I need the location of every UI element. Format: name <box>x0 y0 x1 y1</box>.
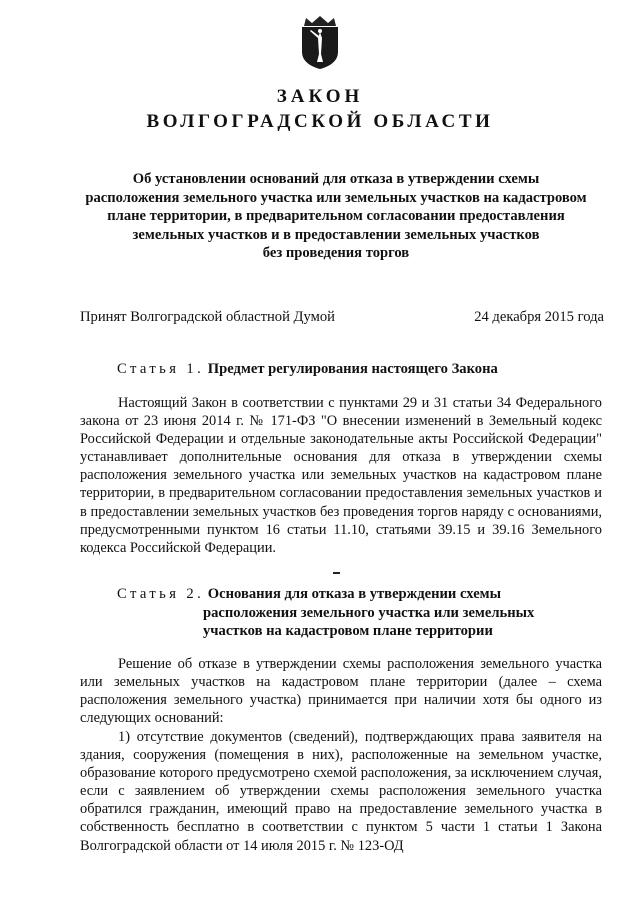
article-1-label: Статья 1. <box>117 361 205 377</box>
law-heading: ЗАКОН <box>276 86 364 107</box>
subtitle-line: без проведения торгов <box>262 245 410 262</box>
subtitle-line: плане территории, в предварительном согласовании предоставления <box>107 208 565 225</box>
article-2-intro: Решение об отказе в утверждении схемы расположения земельного участка или земельных участков на кадастровом плане территории (далее – схема расположения земельного участка) принимается при наличии хотя бы одного из следующих оснований: <box>80 656 602 727</box>
article-2-label: Статья 2. <box>117 586 205 602</box>
adoption-date: 24 декабря 2015 года <box>474 309 604 325</box>
article-2-title-line2: расположения земельного участка или земельных <box>203 604 535 621</box>
article-2-heading <box>117 585 534 641</box>
article-2-title: Основания для отказа в утверждении схемы <box>207 586 502 602</box>
article-2-title-line3: участков на кадастровом плане территории <box>203 623 493 639</box>
coat-of-arms-icon <box>298 14 342 70</box>
margin-mark <box>333 572 340 574</box>
law-subtitle <box>78 170 594 263</box>
article-1-heading <box>117 360 498 379</box>
subtitle-line: Об установлении оснований для отказа в утверждении схемы <box>132 171 540 187</box>
subtitle-line: земельных участков и в предоставлении земельных участков <box>132 226 540 243</box>
region-heading: ВОЛГОГРАДСКОЙ ОБЛАСТИ <box>146 111 494 132</box>
adopted-by: Принят Волгоградской областной Думой <box>80 309 335 325</box>
article-2-item-1: 1) отсутствие документов (сведений), подтверждающих права заявителя на здания, сооружения (помещения в них), расположенные на земельном участке, образование которого предусмотрено схемой расположения, за исключением случая, если с заявлением об утверждении схемы расположения земельного участка обратился гражданин, имеющий право на предоставление земельного участка в собственность бесплатно в соответствии с пунктом 5 части 1 статьи 1 Закона Волгоградской области от 14 июля 2015 г. № 123-ОД <box>80 729 602 854</box>
article-1-title: Предмет регулирования настоящего Закона <box>207 361 498 377</box>
adoption-line <box>80 309 604 326</box>
article-1-text: Настоящий Закон в соответствии с пунктами 29 и 31 статьи 34 Федерального закона от 23 июня 2014 г. № 171-ФЗ "О внесении изменений в Земельный кодекс Российской Федерации и отдельные законодательные акты Российской Федерации" устанавливает дополнительные основания для отказа в утверждении схемы расположения земельного участка или земельных участков на кадастровом плане территории, в предварительном согласовании предоставления земельных участков и в предоставлении земельных участков без проведения торгов наряду с основаниями, предусмотренными пунктом 16 статьи 11.10, статьями 39.15 и 39.16 Земельного кодекса Российской Федерации. <box>80 395 602 556</box>
subtitle-line: расположения земельного участка или земельных участков на кадастровом <box>85 189 587 206</box>
